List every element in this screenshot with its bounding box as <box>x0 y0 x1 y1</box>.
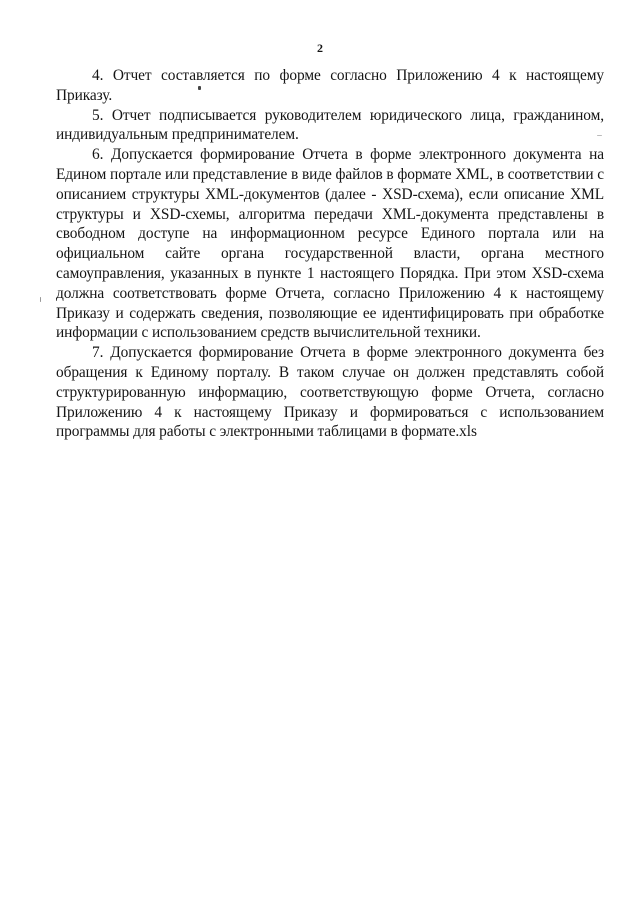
paragraph-6: 6. Допускается формирование Отчета в форме электронного документа на Едином портале или представление в виде файлов в формате XML, в соответствии с описанием структуры XML-документов (далее - XSD-схема), если описание XML структуры и XSD-схемы, алгоритма передачи XML-документа представлены в свободном доступе на информационном ресурсе Единого портала или на официальном сайте органа государственной власти, органа местного самоуправления, указанных в пункте 1 настоящего Порядка. При этом XSD-схема должна соответствовать форме Отчета, согласно Приложению 4 к настоящему Приказу и содержать сведения, позволяющие ее идентифицировать при обработке информации с использованием средств вычислительной техники. <box>56 146 604 342</box>
scan-speck <box>597 135 602 136</box>
paragraph-4: 4. Отчет составляется по форме согласно Приложению 4 к настоящему Приказу. <box>56 67 604 104</box>
scan-speck <box>198 86 201 90</box>
scan-speck <box>40 297 41 302</box>
paragraph-5: 5. Отчет подписывается руководителем юридического лица, гражданином, индивидуальным предпринимателем. <box>56 106 604 144</box>
paragraph-7: 7. Допускается формирование Отчета в форме электронного документа без обращения к Единому порталу. В таком случае он должен представлять собой структурированную информацию, соответствующую форме Отчета, согласно Приложению 4 к настоящему Приказу и формироваться с использованием программы для работы с электронными таблицами в формате.xls <box>56 344 604 441</box>
page-number: 2 <box>317 41 323 55</box>
document-body <box>56 66 604 442</box>
